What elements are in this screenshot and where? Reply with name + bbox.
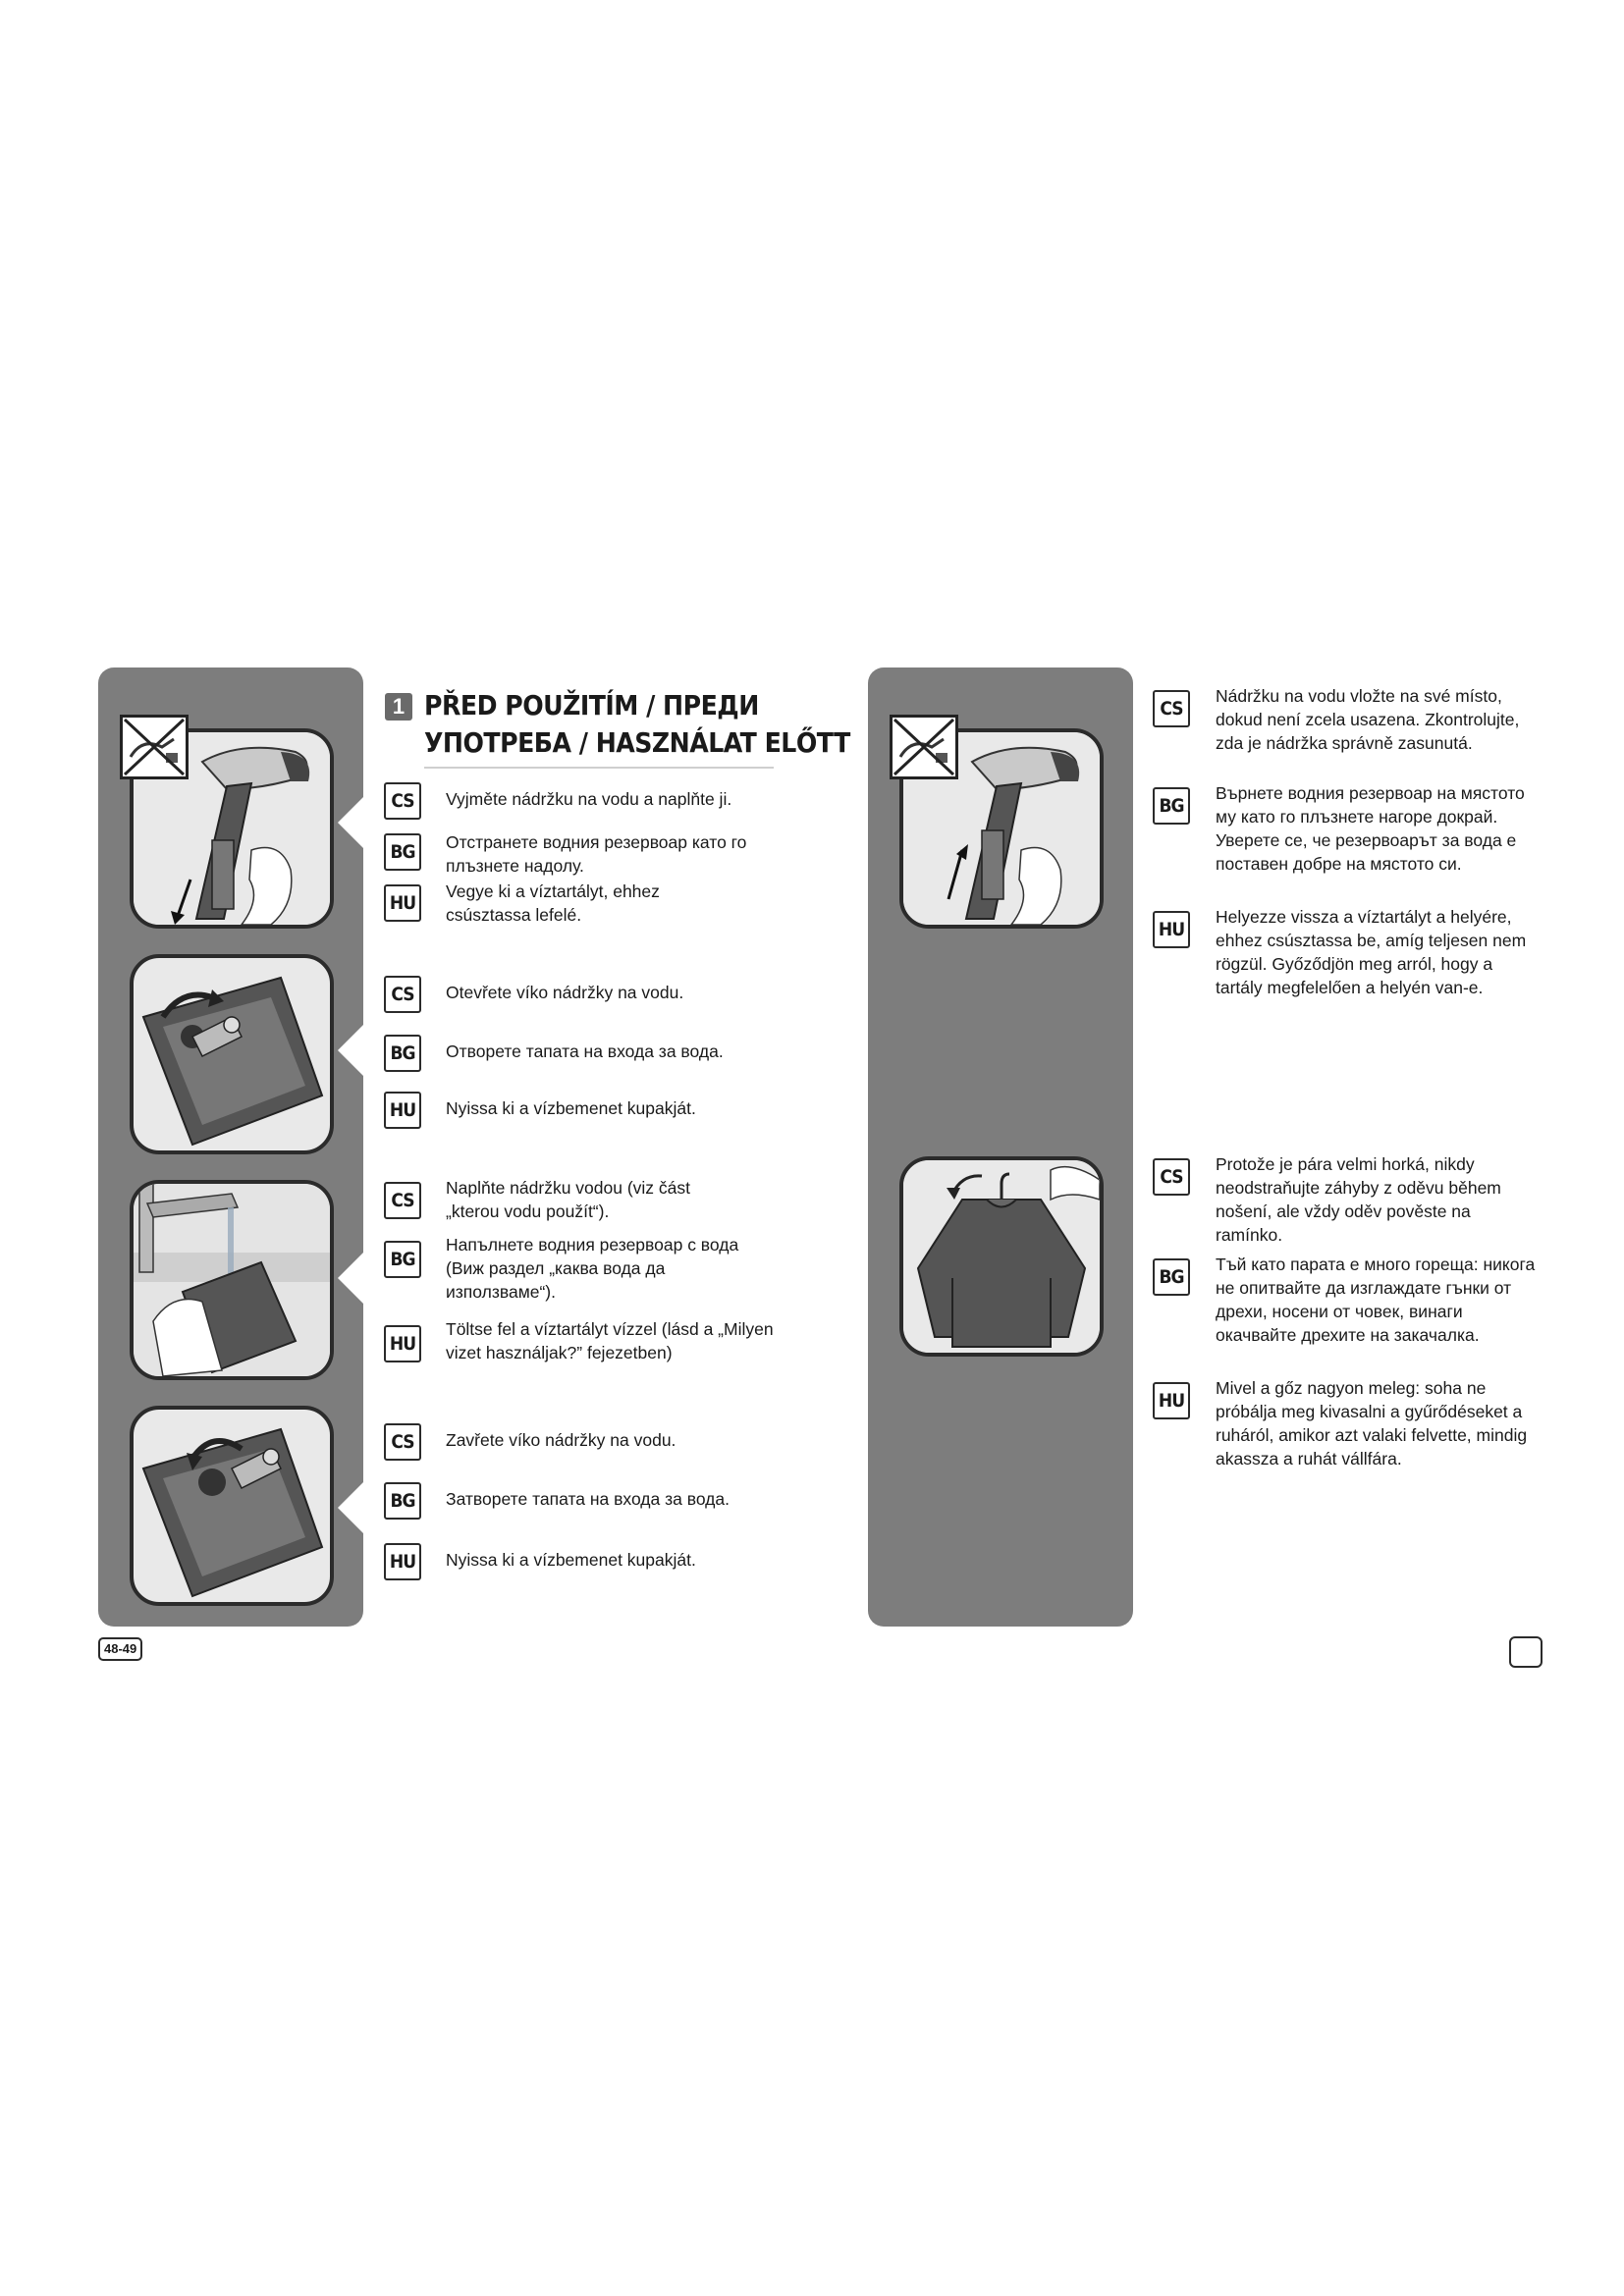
instruction-bg: Тъй като парата е много гореща: никога не опитвайте да изглаждате гънки от дрехи, носени от човек, винаги окачвайте дрехите на закачалка. [1216, 1255, 1536, 1345]
lang-badge-hu: HU [384, 1092, 421, 1129]
lang-badge-bg: BG [384, 833, 421, 871]
instruction-cs: Zavřete víko nádržky na vodu. [446, 1430, 677, 1450]
lang-badge-hu: HU [384, 1325, 421, 1362]
page-title-line2: УПОТРЕБА / HASZNÁLAT ELŐTT [424, 726, 850, 759]
lang-badge-bg: BG [384, 1482, 421, 1520]
pointer-notch [338, 797, 363, 848]
instruction-hu: Vegye ki a víztartályt, ehhez csúsztassa lefelé. [446, 881, 660, 925]
unplug-warning-icon [890, 715, 958, 779]
lang-badge-cs: CS [384, 976, 421, 1013]
instruction-cs: Nádržku na vodu vložte na své místo, dokud není zcela usazena. Zkontrolujte, zda je nádržka správně zasunutá. [1216, 686, 1520, 753]
lang-badge-cs: CS [384, 782, 421, 820]
lang-badge-cs: CS [384, 1423, 421, 1461]
unplug-warning-icon [120, 715, 189, 779]
step-number: 1 [385, 693, 412, 721]
instruction-bg: Напълнете водния резервоар с вода (Виж раздел „каква вода да използваме“). [446, 1235, 739, 1302]
instruction-hu: Helyezze vissza a víztartályt a helyére, ehhez csúsztassa be, amíg teljesen nem rögzül. Győződjön meg arról, hogy a tartály megfelelően a helyén van-e. [1216, 907, 1527, 997]
lang-badge-cs: CS [1153, 690, 1190, 727]
tank-close-cap-drawing [134, 1410, 330, 1602]
instruction-cs: Otevřete víko nádržky na vodu. [446, 983, 684, 1002]
instruction-hu: Nyissa ki a vízbemenet kupakját. [446, 1098, 696, 1118]
instruction-hu: Nyissa ki a vízbemenet kupakját. [446, 1550, 696, 1570]
lang-badge-hu: HU [1153, 1382, 1190, 1419]
lang-badge-cs: CS [1153, 1158, 1190, 1196]
garment-on-hanger-drawing [903, 1160, 1100, 1353]
instruction-bg: Затворете тапата на входа за вода. [446, 1489, 730, 1509]
title-underline [424, 767, 774, 769]
lang-badge-bg: BG [1153, 1258, 1190, 1296]
lang-badge-hu: HU [384, 884, 421, 922]
instruction-cs: Vyjměte nádržku na vodu a naplňte ji. [446, 789, 732, 809]
lang-badge-hu: HU [384, 1543, 421, 1580]
pointer-notch [338, 1253, 363, 1304]
instruction-hu: Mivel a gőz nagyon meleg: soha ne próbálja meg kivasalni a gyűrődéseket a ruháról, amikor azt valaki felvette, mindig akassza a ruhát vállfára. [1216, 1378, 1528, 1468]
instruction-cs: Naplňte nádržku vodou (viz část „kterou vodu použít“). [446, 1178, 691, 1221]
page-title-line1: PŘED POUŽITÍM / ПРЕДИ [424, 689, 759, 721]
lang-badge-bg: BG [384, 1241, 421, 1278]
instruction-hu: Töltse fel a víztartályt vízzel (lásd a „Milyen vizet használjak?” fejezetben) [446, 1319, 774, 1362]
pointer-notch [338, 1482, 363, 1533]
right-gray-strip [868, 667, 1133, 1627]
lang-badge-cs: CS [384, 1182, 421, 1219]
lang-badge-hu: HU [1153, 911, 1190, 948]
tank-open-cap-drawing [134, 958, 330, 1150]
pointer-notch [338, 1025, 363, 1076]
page-number-box [1509, 1636, 1543, 1668]
page-number: 48-49 [98, 1637, 142, 1661]
left-gray-strip [98, 667, 363, 1627]
illustration-garment-hanger [899, 1156, 1104, 1357]
instruction-cs: Protože je pára velmi horká, nikdy neodstraňujte záhyby z oděvu během nošení, ale vždy oděv pověste na ramínko. [1216, 1154, 1501, 1245]
instruction-bg: Отстранете водния резервоар като го плъзнете надолу. [446, 832, 747, 876]
illustration-fill-tank [130, 1180, 334, 1380]
illustration-open-cap [130, 954, 334, 1154]
illustration-close-cap [130, 1406, 334, 1606]
lang-badge-bg: BG [1153, 787, 1190, 825]
lang-badge-bg: BG [384, 1035, 421, 1072]
instruction-bg: Върнете водния резервоар на мястото му като го плъзнете нагоре докрай. Уверете се, че резервоарът за вода е поставен добре на мястото си. [1216, 783, 1525, 874]
instruction-bg: Отворете тапата на входа за вода. [446, 1041, 724, 1061]
tank-fill-tap-drawing [134, 1184, 330, 1376]
